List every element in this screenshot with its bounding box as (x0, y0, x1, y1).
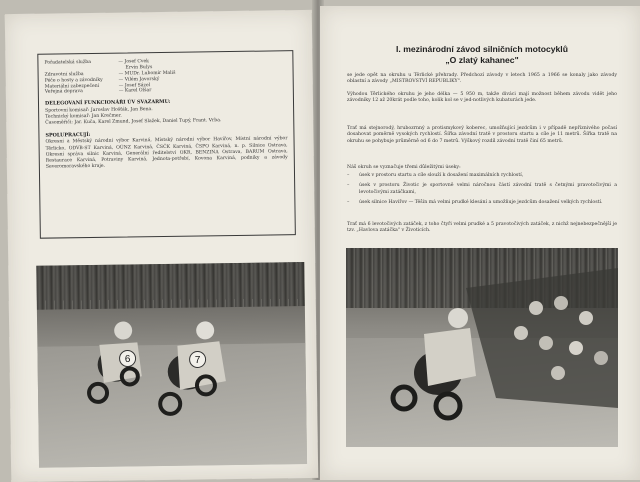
organizer-name: Ervín Bulys (125, 65, 153, 71)
delegates-heading: DELEGOVANÍ FUNKCIONÁŘI ÚV SVAZARMU: (44, 99, 171, 107)
rider-illustration (346, 248, 618, 447)
organizer-name: — MUDr. Lubomír Mališ (118, 70, 176, 77)
rider-number: 7 (194, 354, 201, 367)
race-photo-two-riders (36, 262, 307, 468)
paragraph: se jede opět na okruhu u Těrlické přehrady. Předchozí závody v letech 1965 a 1966 se konaly jako závody oblastní a závody „MISTROVSTVÍ REPUBLIKY". (347, 73, 617, 85)
paragraph: Trať má stejnorodý, hrubozrnný a protismykový koberec, umožňující jezdcům i v případě nepříznivého počasí dosahovat poměrně vysokých rychlostí. Šířka závodní tratě v prostoru startu a cíle je 11 metrů. Šířka tratě na okruhu se pohybuje průměrně od 6 do 7 metrů. Výškový rozdíl závodní tratě činí 65 metrů. (347, 126, 617, 144)
title-line: „O zlatý kahanec" (445, 54, 519, 65)
delegates-line: Sportovní komisař: Jaroslav Hošťák, Jan Bena. (45, 107, 153, 114)
cooperation-heading: SPOLUPRACUJÍ: (45, 131, 91, 139)
riders-illustration (36, 262, 307, 468)
list-item: – úsek v prostoru Životic je sportovně velmi náročnou částí závodní tratě s četnými pravotočivými a levotočivými zatáčkami, (347, 183, 617, 195)
organizer-name: — Josef Cvek (118, 59, 149, 65)
delegates-line: Časoměřiči: Jar. Kuča, Karel Zmund, Josef Slažek, Daniel Tupý, Frant. Vrba. (45, 118, 222, 127)
cooperation-text: Okresní a Městský národní výbor Karviná, Místský národní výbor Havířov, Místní národní výbor Těrlicko, ODVB-ST Karviná, OÚNZ Karviná, ČSČK Karviná, ČSPO Karviná, n. p. Silnice Ostrava, Okresní správa silnic Karviná, Generální ředitelství OKR, BENZINA Ostrava, BARUM Ostrava, Restaurace Karviná, Potraviny Karviná, Jednota-potřebí, Kovona Karviná, podniky a závody Severomoravského kraje. (45, 136, 288, 170)
paragraph: Výhodou Těrlického okruhu je jeho délka — 5 950 m, takže diváci mají možnost během závodu vidět jeho závodníky 12 až 20krát podle toho, kolik kol se v jed-notlivých kubaturách jede. (347, 92, 617, 104)
closing-paragraph: Trať má 6 levotočivých zatáček, z toho čtyři velmi prudké a 5 pravotočivých zatáček, z nichž nejnebezpečnější je tzv. „Havlova zatáčka" v Životicích. (347, 222, 617, 234)
race-photo-crowd-corner (346, 248, 618, 447)
rider-number: 6 (124, 353, 131, 366)
delegates-line: Technický komisař: Jan Krečmer. (45, 113, 122, 120)
left-page (5, 10, 319, 482)
paragraph: Náš okruh se vyznačuje třemi důležitými úseky: (347, 165, 461, 170)
organizer-name: — Josef Sázel (118, 82, 151, 89)
organizers-list (44, 57, 286, 96)
title-line: I. mezinárodní závod silničních motocyklů (396, 44, 568, 54)
list-item: – úsek v prostoru startu a cíle slouží k dosažení maximálních rychlostí, (347, 173, 524, 178)
organizer-role: Veřejná doprava (44, 89, 83, 96)
organizer-role: Péče o hosty a závodníky (44, 77, 103, 84)
organizer-name: — Karel Olšar (118, 88, 152, 95)
list-item: – úsek silnice Havířov — Těšín má velmi prudké klesání a umožňuje jezdcům dosažení velkých rychlostí. (347, 200, 603, 206)
organizer-name: — Vilém Javorský (118, 76, 160, 83)
sections-list (347, 173, 617, 207)
article-title (332, 44, 632, 65)
organizer-role: Zdravotní služba (44, 71, 84, 78)
organizer-role: Materiální zabezpečení (44, 83, 100, 90)
organizer-role: Pořadatelská služba (44, 59, 92, 66)
organizers-box (37, 50, 296, 239)
